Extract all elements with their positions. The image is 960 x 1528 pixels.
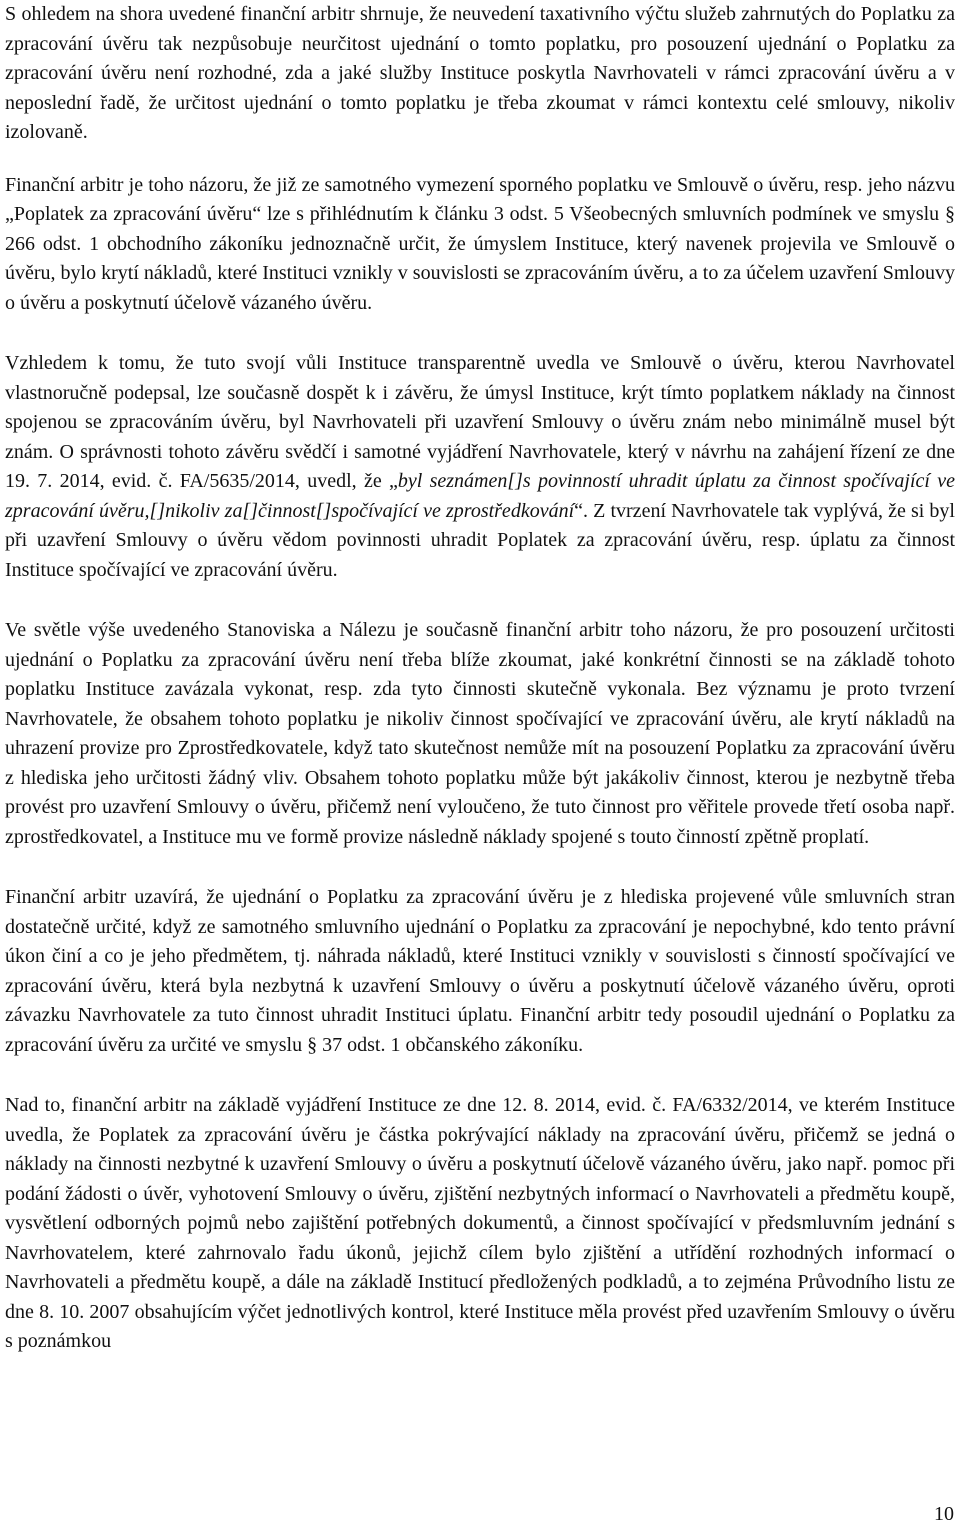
document-page	[5, 0, 955, 1357]
paragraph-4: Ve světle výše uvedeného Stanoviska a Nálezu je současně finanční arbitr toho názoru, že pro posouzení určitosti ujednání o Poplatku za zpracování úvěru není třeba blíže zkoumat, jaké konkrétní činnosti se na základě tohoto poplatku Instituce zavázala vykonat, resp. zda tyto činnosti skutečně vykonala. Bez významu je proto tvrzení Navrhovatele, že obsahem tohoto poplatku je nikoliv činnost spočívající ve zpracování úvěru, ale krytí nákladů na uhrazení provize pro Zprostředkovatele, když tato skutečnost nemůže mít na posouzení Poplatku za zpracování úvěru z hlediska jeho určitosti žádný vliv. Obsahem tohoto poplatku může být jakákoliv činnost, kterou je nezbytně třeba provést pro uzavření Smlouvy o úvěru, přičemž není vyloučeno, že tuto činnost pro věřitele provede třetí osoba např. zprostředkovatel, a Instituce mu ve formě provize následně náklady spojené s touto činností zpětně proplatí.	[5, 619, 955, 848]
paragraph-6: Nad to, finanční arbitr na základě vyjádření Instituce ze dne 12. 8. 2014, evid. č. FA/6332/2014, ve kterém Instituce uvedla, že Poplatek za zpracování úvěru je částka pokrývající náklady na zpracování úvěru, přičemž se jedná o náklady na činnosti nezbytné k uzavření Smlouvy o úvěru a poskytnutí účelově vázaného úvěru, jako např. pomoc při podání žádosti o úvěr, vyhotovení Smlouvy o úvěru, zjištění nezbytných informací o Navrhovateli a předmětu koupě, vysvětlení odborných pojmů nebo zajištění potřebných dokumentů, a činnost spočívající v předsmluvním jednání s Navrhovatelem, které zahrnovalo řadu úkonů, jejichž cílem bylo zjištění a utřídění rozhodných informací o Navrhovateli a předmětu koupě, a dále na základě Institucí předložených podkladů, a to zejména Průvodního listu ze dne 8. 10. 2007 obsahujícím výčet jednotlivých kontrol, které Instituce měla provést před uzavřením Smlouvy o úvěru s poznámkou	[5, 1094, 955, 1352]
paragraph-5: Finanční arbitr uzavírá, že ujednání o Poplatku za zpracování úvěru je z hlediska projevené vůle smluvních stran dostatečně určité, když ze samotného smluvního ujednání o Poplatku za zpracování je nepochybné, kdo tento právní úkon činí a co je jeho předmětem, tj. náhrada nákladů, které Instituci vznikly v souvislosti s činností spočívající ve zpracování úvěru, která byla nezbytná k uzavření Smlouvy o úvěru a poskytnutí účelově vázaného úvěru, oproti závazku Navrhovatele za tuto činnost uhradit Instituci úplatu. Finanční arbitr tedy posoudil ujednání o Poplatku za zpracování úvěru za určité ve smyslu § 37 odst. 1 občanského zákoníku.	[5, 886, 955, 1056]
page-number: 10	[934, 1503, 954, 1525]
paragraph-3	[5, 349, 955, 585]
paragraph-3-after: “. Z tvrzení Navrhovatele tak vyplývá, že si byl při uzavření Smlouvy o úvěru vědom povinnosti uhradit Poplatek za zpracování úvěru, resp. úplatu za činnost Instituce spočívající ve zpracování úvěru.	[5, 499, 955, 581]
paragraph-2: Finanční arbitr je toho názoru, že již ze samotného vymezení sporného poplatku ve Smlouvě o úvěru, resp. jeho názvu „Poplatek za zpracování úvěru“ lze s přihlédnutím k článku 3 odst. 5 Všeobecných smluvních podmínek ve smyslu § 266 odst. 1 obchodního zákoníku jednoznačně určit, že úmyslem Instituce, který navenek projevila ve Smlouvě o úvěru, bylo krytí nákladů, které Instituci vznikly v souvislosti se zpracováním úvěru, a to za účelem uzavření Smlouvy o úvěru a poskytnutí účelově vázaného úvěru.	[5, 173, 955, 314]
paragraph-1: S ohledem na shora uvedené finanční arbitr shrnuje, že neuvedení taxativního výčtu služeb zahrnutých do Poplatku za zpracování úvěru tak nezpůsobuje neurčitost ujednání o tomto poplatku, pro posouzení ujednání o Poplatku za zpracování úvěru není rozhodné, zda a jaké služby Instituce poskytla Navrhovateli v rámci zpracování úvěru a v neposlední řadě, že určitost ujednání o tomto poplatku je třeba zkoumat v rámci kontextu celé smlouvy, nikoliv izolovaně.	[5, 3, 955, 143]
paragraph-3-before: Vzhledem k tomu, že tuto svojí vůli Instituce transparentně uvedla ve Smlouvě o úvěru, kterou Navrhovatel vlastnoručně podepsal, lze současně dospět k i závěru, že úmysl Instituce, krýt tímto poplatkem náklady na činnost spojenou se zpracováním úvěru, byl Navrhovateli při uzavření Smlouvy o úvěru znám nebo minimálně musel být znám. O správnosti tohoto závěru svědčí i samotné vyjádření Navrhovatele, který v návrhu na zahájení řízení ze dne 19. 7. 2014, evid. č. FA/5635/2014, uvedl, že „	[5, 352, 955, 492]
paragraph-3-quote: byl seznámen[]s povinností uhradit úplatu za činnost spočívající ve zpracování úvěru,[]nikoliv za[]činnost[]spočívající ve zprostředkování	[5, 470, 955, 522]
